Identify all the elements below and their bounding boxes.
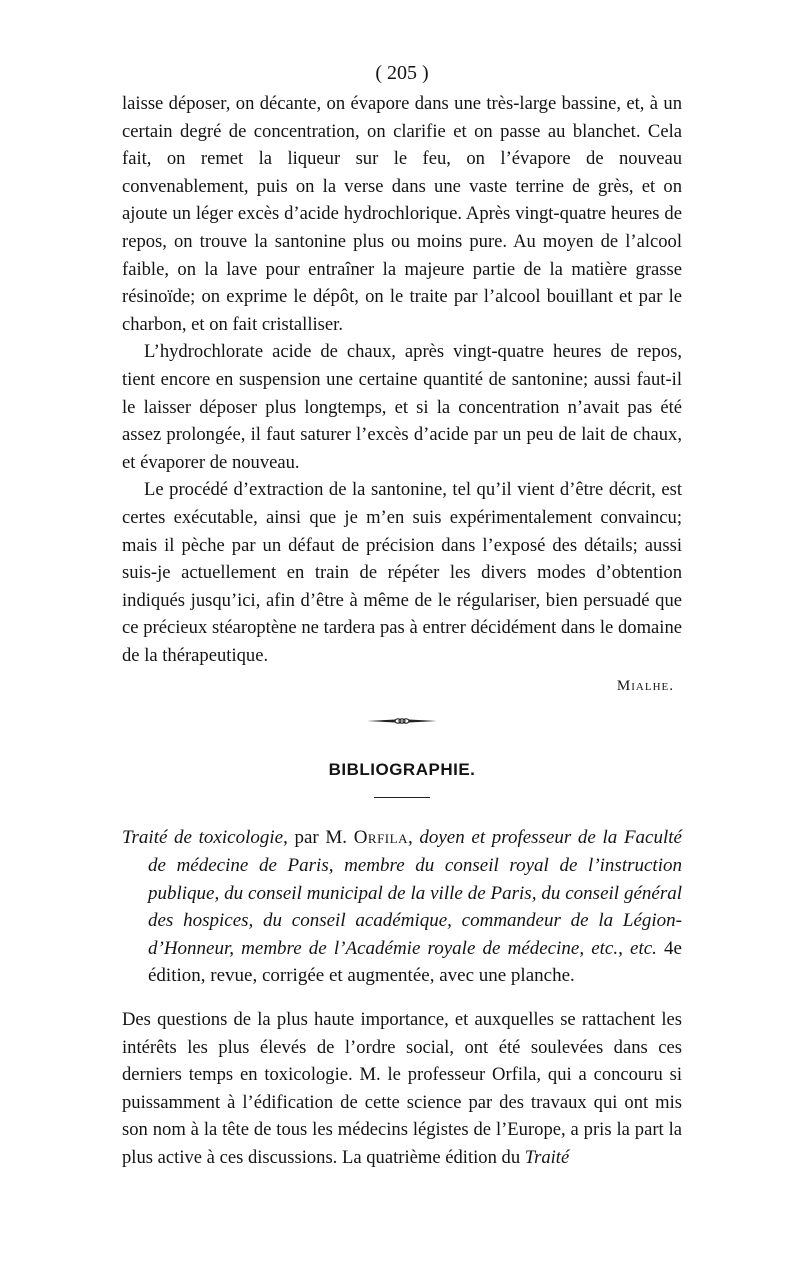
article-paragraph-3: Le procédé d’extraction de la santonine, tel qu’il vient d’être décrit, est certes exécutable, ainsi que je m’en suis expérimentalement convaincu; mais il pèche par un défaut de précision dans l’exposé des détails; aussi suis-je actuellement en train de répéter les divers modes d’obtention indiqués jusqu’ici, afin d’être à même de le régulariser, bien persuadé que ce précieux stéaroptène ne tardera pas à entrer décidément dans le domaine de la thérapeutique. [122, 479, 682, 666]
reference-edition: 4e édition, revue, corrigée et augmentée, avec une planche. [148, 937, 682, 987]
bibliography-body-text: Des questions de la plus haute importance, et auxquelles se rattachent les intérêts les plus élevés de l’ordre social, ont été soulevées dans ces derniers temps en toxicologie. M. le professeur Orfila, qui a concouru si puissamment à l’édification de cette science par des travaux qui ont mis son nom à la tête de tous les médecins légistes de l’Europe, a pris la part la plus active à ces discussions. La quatrième édition du [122, 1009, 682, 1168]
article-paragraph-1: laisse déposer, on décante, on évapore dans une très-large bassine, et, à un certain degré de concentration, on clarifie et on passe au blanchet. Cela fait, on remet la liqueur sur le feu, on l’évapore de nouveau convenablement, puis on la verse dans une vaste terrine de grès, et on ajoute un léger excès d’acide hydrochlorique. Après vingt-quatre heures de repos, on trouve la santonine plus ou moins pure. Au moyen de l’alcool faible, on la lave pour entraîner la majeure partie de la matière grasse résinoïde; on exprime le dépôt, on le traite par l’alcool bouillant et par le charbon, et on fait cristalliser. [122, 93, 682, 335]
article-paragraph-2: L’hydrochlorate acide de chaux, après vingt-quatre heures de repos, tient encore en suspension une certaine quantité de santonine; aussi faut-il le laisser déposer plus longtemps, et si la concentration n’avait pas été assez prolongée, il faut saturer l’excès d’acide par un peu de lait de chaux, et évaporer de nouveau. [122, 341, 682, 473]
reference-title: Traité de toxicologie [122, 827, 284, 849]
reference-by: , par M. [283, 827, 354, 849]
reference-author: Orfila [353, 827, 408, 849]
page-number: ( 205 ) [375, 62, 429, 84]
author-signature: Mialhe. [616, 678, 674, 695]
bibliography-body-tail: Traité [524, 1147, 570, 1168]
bibliography-reference [122, 824, 682, 990]
document-page [122, 58, 682, 1172]
reference-details: , doyen et professeur de la Faculté de médecine de Paris, membre du conseil royal de l’instruction publique, du conseil municipal de la ville de Paris, du conseil général des hospices, du conseil académique, commandeur de la Légion-d’Honneur, membre de l’Académie royale de médecine, etc., etc. [148, 827, 682, 959]
ornament-rule-icon [365, 715, 439, 727]
ornament-divider [122, 715, 682, 729]
section-heading: BIBLIOGRAPHIE. [328, 760, 476, 780]
heading-rule [374, 797, 430, 798]
bibliography-body [122, 1006, 682, 1172]
